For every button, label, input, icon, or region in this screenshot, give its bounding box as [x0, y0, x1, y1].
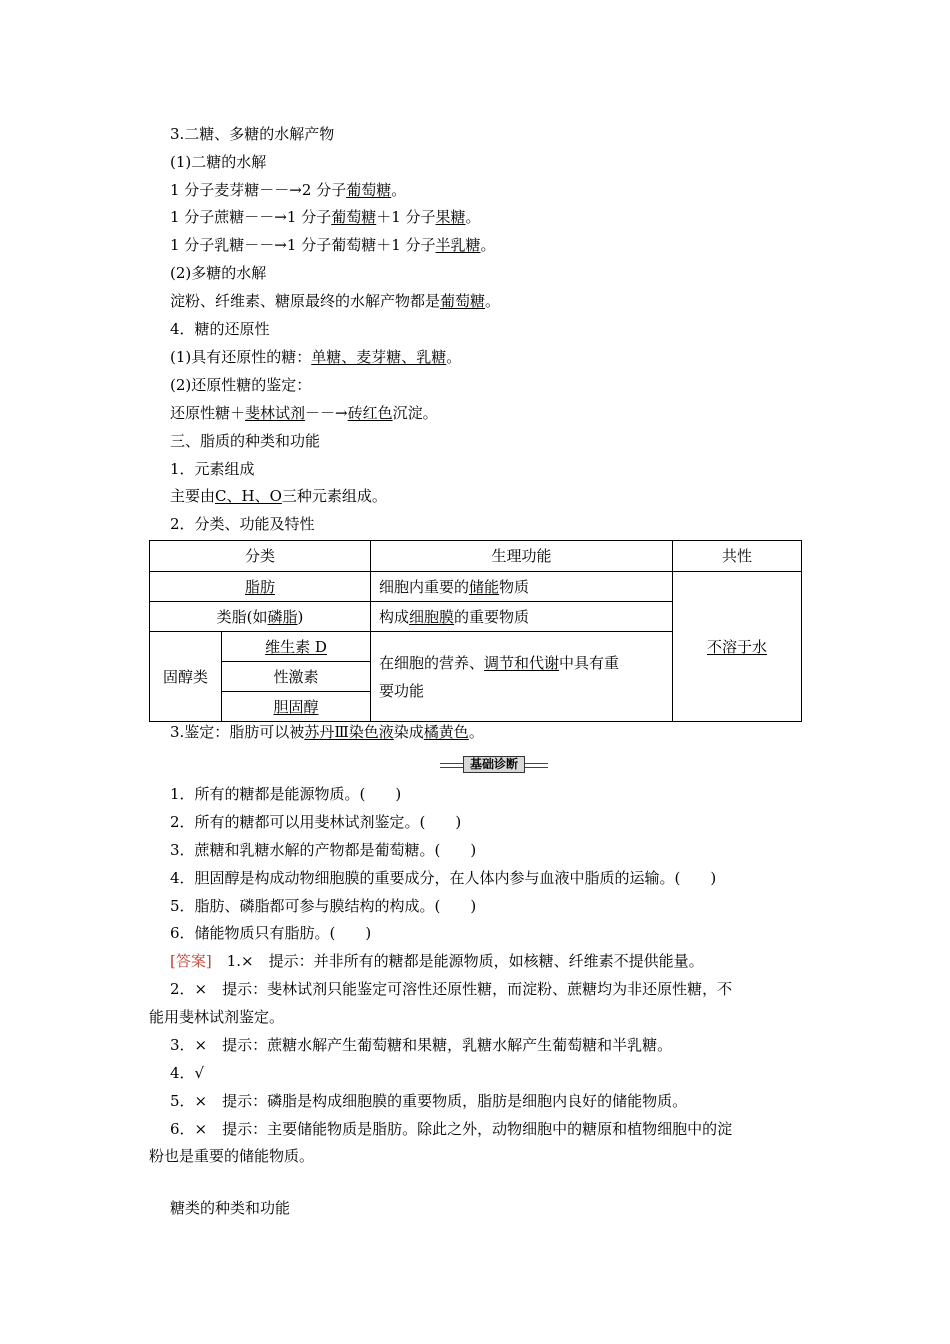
common-property-cell: 不溶于水 — [673, 572, 802, 722]
fat-function-cell: 细胞内重要的储能物质 — [371, 572, 673, 602]
answer-reducing-sugars: 单糖、麦芽糖、乳糖 — [311, 348, 447, 366]
basic-diagnosis-badge — [440, 755, 548, 773]
answer-glucose: 葡萄糖 — [440, 292, 486, 310]
lipoid-cell: 类脂(如磷脂) — [150, 602, 371, 632]
lactose-line: 1 分子乳糖－－→1 分子葡萄糖＋1 分子半乳糖。 — [170, 236, 496, 254]
answer-sudan-iii: 苏丹Ⅲ染色液 — [304, 723, 394, 741]
header-function: 生理功能 — [371, 541, 673, 572]
polysaccharide-line: 淀粉、纤维素、糖原最终的水解产物都是葡萄糖。 — [170, 292, 501, 310]
answer-glucose: 葡萄糖 — [331, 208, 377, 226]
element-line: 主要由C、H、O三种元素组成。 — [170, 487, 387, 505]
classification-heading: 2．分类、功能及特性 — [170, 515, 315, 533]
answer-1: [答案] 1.× 提示：并非所有的糖都是能源物质，如核糖、纤维素不提供能量。 — [170, 952, 704, 970]
answer-tag: [答案] — [170, 952, 212, 970]
answer-4: 4．√ — [170, 1064, 205, 1082]
question-1: 1．所有的糖都是能源物质。( ) — [170, 785, 402, 803]
sucrose-line: 1 分子蔗糖－－→1 分子葡萄糖＋1 分子果糖。 — [170, 208, 481, 226]
question-6: 6．储能物质只有脂肪。( ) — [170, 924, 372, 942]
lipid-section-title: 三、脂质的种类和功能 — [170, 432, 321, 450]
table-header-row — [150, 541, 802, 572]
header-common: 共性 — [673, 541, 802, 572]
header-category: 分类 — [150, 541, 371, 572]
answer-3: 3．× 提示：蔗糖水解产生葡萄糖和果糖，乳糖水解产生葡萄糖和半乳糖。 — [170, 1036, 673, 1054]
identification-line: 还原性糖＋斐林试剂－－→砖红色沉淀。 — [170, 404, 438, 422]
reducing-sugars-line: (1)具有还原性的糖：单糖、麦芽糖、乳糖。 — [170, 348, 462, 366]
identification-heading: (2)还原性糖的鉴定： — [170, 376, 312, 394]
lipoid-function-cell: 构成细胞膜的重要物质 — [371, 602, 673, 632]
answer-fehling-reagent: 斐林试剂 — [245, 404, 306, 422]
identification-sudan-line: 3.鉴定：脂肪可以被苏丹Ⅲ染色液染成橘黄色。 — [170, 723, 484, 741]
table-row — [150, 572, 802, 602]
disaccharide-hydrolysis-heading: (1)二糖的水解 — [170, 153, 267, 171]
answer-galactose: 半乳糖 — [435, 236, 481, 254]
answer-glucose: 葡萄糖 — [346, 181, 392, 199]
vitamin-d-cell: 维生素 D — [222, 632, 371, 662]
answer-5: 5．× 提示：磷脂是构成细胞膜的重要物质，脂肪是细胞内良好的储能物质。 — [170, 1092, 688, 1110]
answer-6-line-1: 6．× 提示：主要储能物质是脂肪。除此之外，动物细胞中的糖原和植物细胞中的淀 — [170, 1120, 733, 1138]
answer-elements: C、H、O — [215, 487, 282, 505]
section-4-title: 4．糖的还原性 — [170, 320, 270, 338]
question-2: 2．所有的糖都可以用斐林试剂鉴定。( ) — [170, 813, 462, 831]
question-4: 4．胆固醇是构成动物细胞膜的重要成分，在人体内参与血液中脂质的运输。( ) — [170, 869, 717, 887]
answer-brick-red: 砖红色 — [347, 404, 393, 422]
answer-fructose: 果糖 — [435, 208, 466, 226]
sterol-function-cell: 在细胞的营养、调节和代谢中具有重 要功能 — [371, 632, 673, 722]
element-heading: 1．元素组成 — [170, 460, 255, 478]
question-5: 5．脂肪、磷脂都可参与膜结构的构成。( ) — [170, 897, 477, 915]
question-3: 3．蔗糖和乳糖水解的产物都是葡萄糖。( ) — [170, 841, 477, 859]
section-3-title: 3.二糖、多糖的水解产物 — [170, 125, 335, 143]
answer-orange-yellow: 橘黄色 — [423, 723, 469, 741]
lipid-table — [149, 540, 802, 722]
polysaccharide-hydrolysis-heading: (2)多糖的水解 — [170, 264, 267, 282]
sex-hormone-cell: 性激素 — [222, 662, 371, 692]
sugar-types-heading: 糖类的种类和功能 — [170, 1199, 291, 1217]
maltose-line: 1 分子麦芽糖－－→2 分子葡萄糖。 — [170, 181, 407, 199]
badge-label: 基础诊断 — [463, 756, 525, 773]
fat-cell: 脂肪 — [150, 572, 371, 602]
cholesterol-cell: 胆固醇 — [222, 692, 371, 722]
answer-2-line-1: 2．× 提示：斐林试剂只能鉴定可溶性还原性糖，而淀粉、蔗糖均为非还原性糖，不 — [170, 980, 733, 998]
sterol-cell: 固醇类 — [150, 632, 222, 722]
answer-2-line-2: 能用斐林试剂鉴定。 — [149, 1008, 285, 1026]
answer-6-line-2: 粉也是重要的储能物质。 — [149, 1147, 315, 1165]
